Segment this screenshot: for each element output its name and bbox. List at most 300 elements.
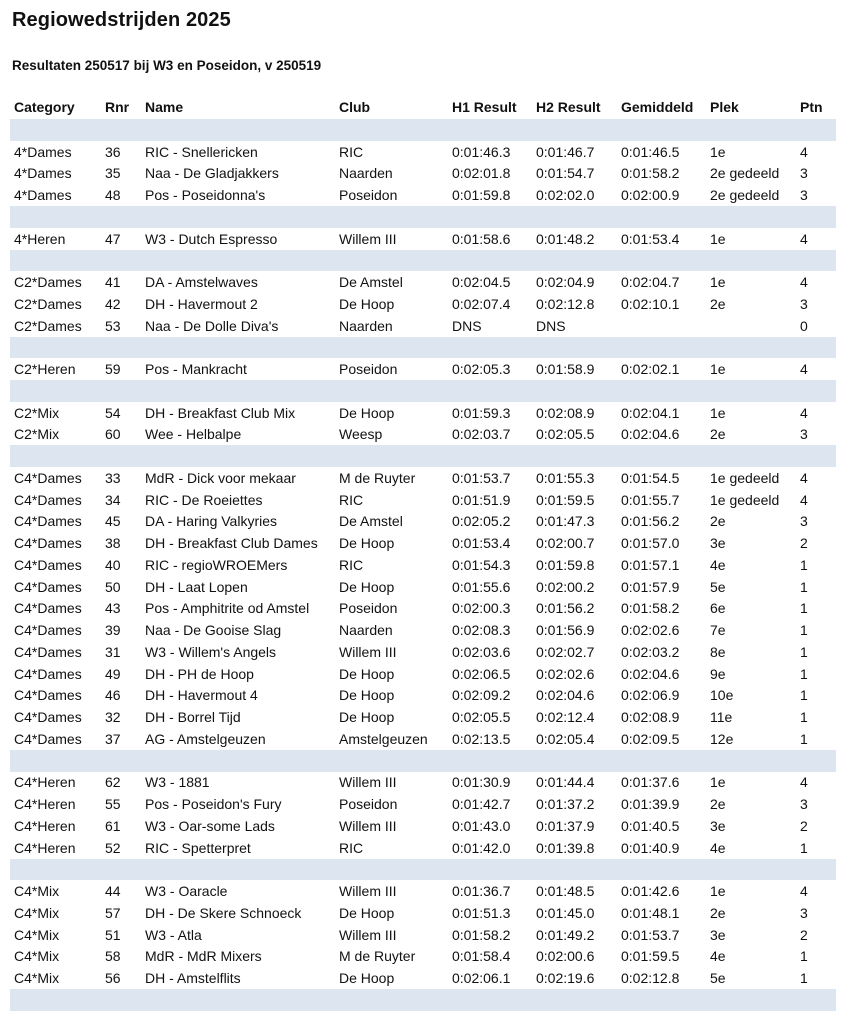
cell-ptn: 1 <box>800 665 808 682</box>
cell-h2-result: 0:02:00.2 <box>536 578 595 595</box>
cell-ptn: 1 <box>800 600 808 617</box>
cell-h1-result: 0:01:53.4 <box>452 535 511 552</box>
cell-plek: 1e <box>710 404 726 421</box>
cell-rnr: 62 <box>105 774 121 791</box>
cell-category: 4*Dames <box>14 143 72 160</box>
header-category: Category <box>14 99 75 115</box>
cell-plek: 1e <box>710 230 726 247</box>
group-separator <box>10 445 836 467</box>
table-row <box>10 271 836 293</box>
cell-name: Pos - Mankracht <box>145 361 247 378</box>
cell-h1-result: 0:02:08.3 <box>452 622 511 639</box>
cell-name: W3 - 1881 <box>145 774 210 791</box>
cell-category: C4*Heren <box>14 774 76 791</box>
header-club: Club <box>339 99 371 115</box>
cell-category: C4*Mix <box>14 970 60 987</box>
cell-h2-result: 0:02:19.6 <box>536 970 595 987</box>
cell-h2-result: 0:02:02.7 <box>536 643 595 660</box>
cell-category: C4*Dames <box>14 600 82 617</box>
cell-gemiddeld: 0:02:04.7 <box>621 274 680 291</box>
cell-ptn: 1 <box>800 948 808 965</box>
cell-category: C4*Dames <box>14 535 82 552</box>
group-separator <box>10 337 836 359</box>
cell-ptn: 4 <box>800 143 808 160</box>
table-row <box>10 706 836 728</box>
cell-category: C4*Heren <box>14 796 76 813</box>
cell-h1-result: 0:01:30.9 <box>452 774 511 791</box>
cell-h1-result: 0:02:05.5 <box>452 709 511 726</box>
cell-gemiddeld: 0:02:10.1 <box>621 295 680 312</box>
table-row <box>10 163 836 185</box>
cell-name: W3 - Atla <box>145 926 202 943</box>
cell-gemiddeld: 0:01:54.5 <box>621 469 680 486</box>
table-row <box>10 228 836 250</box>
cell-plek: 1e gedeeld <box>710 469 780 486</box>
cell-category: 4*Dames <box>14 187 72 204</box>
cell-name: DA - Amstelwaves <box>145 274 258 291</box>
cell-h1-result: 0:01:46.3 <box>452 143 511 160</box>
cell-category: C2*Dames <box>14 317 82 334</box>
cell-club: M de Ruyter <box>339 948 416 965</box>
cell-club: Willem III <box>339 230 397 247</box>
cell-category: C4*Dames <box>14 513 82 530</box>
header-gemiddeld: Gemiddeld <box>621 99 694 115</box>
cell-club: De Amstel <box>339 274 403 291</box>
cell-h2-result: 0:02:05.4 <box>536 730 595 747</box>
cell-h2-result: 0:02:12.4 <box>536 709 595 726</box>
cell-club: RIC <box>339 839 364 856</box>
cell-club: De Hoop <box>339 295 395 312</box>
cell-ptn: 1 <box>800 839 808 856</box>
table-row <box>10 184 836 206</box>
table-row <box>10 511 836 533</box>
table-row <box>10 880 836 902</box>
cell-h1-result: 0:01:43.0 <box>452 817 511 834</box>
cell-gemiddeld: 0:01:55.7 <box>621 491 680 508</box>
cell-ptn: 1 <box>800 730 808 747</box>
cell-rnr: 48 <box>105 187 121 204</box>
cell-h1-result: 0:02:03.6 <box>452 643 511 660</box>
cell-ptn: 2 <box>800 817 808 834</box>
cell-h1-result: 0:01:59.3 <box>452 404 511 421</box>
table-row <box>10 489 836 511</box>
cell-gemiddeld: 0:02:02.1 <box>621 361 680 378</box>
cell-h2-result: 0:02:02.6 <box>536 665 595 682</box>
cell-ptn: 1 <box>800 643 808 660</box>
cell-h1-result: 0:01:54.3 <box>452 556 511 573</box>
cell-rnr: 38 <box>105 535 121 552</box>
cell-h2-result: 0:01:37.2 <box>536 796 595 813</box>
cell-plek: 2e <box>710 513 726 530</box>
table-row <box>10 619 836 641</box>
cell-gemiddeld: 0:02:06.9 <box>621 687 680 704</box>
cell-rnr: 45 <box>105 513 121 530</box>
cell-category: 4*Dames <box>14 165 72 182</box>
cell-gemiddeld: 0:01:53.7 <box>621 926 680 943</box>
cell-ptn: 0 <box>800 317 808 334</box>
cell-category: C4*Dames <box>14 665 82 682</box>
cell-plek: 2e <box>710 904 726 921</box>
cell-club: Poseidon <box>339 361 398 378</box>
table-row <box>10 424 836 446</box>
cell-h1-result: 0:02:05.3 <box>452 361 511 378</box>
cell-h2-result: 0:01:48.2 <box>536 230 595 247</box>
cell-plek: 7e <box>710 622 726 639</box>
cell-category: C4*Mix <box>14 926 60 943</box>
cell-category: C4*Heren <box>14 817 76 834</box>
cell-plek: 6e <box>710 600 726 617</box>
cell-plek: 2e gedeeld <box>710 165 780 182</box>
cell-gemiddeld: 0:02:04.6 <box>621 665 680 682</box>
cell-ptn: 4 <box>800 491 808 508</box>
cell-club: Willem III <box>339 817 397 834</box>
cell-rnr: 59 <box>105 361 121 378</box>
cell-name: DH - Havermout 4 <box>145 687 258 704</box>
cell-ptn: 1 <box>800 687 808 704</box>
cell-rnr: 49 <box>105 665 121 682</box>
cell-category: C4*Heren <box>14 839 76 856</box>
cell-name: RIC - Spetterpret <box>145 839 251 856</box>
group-separator <box>10 119 836 141</box>
cell-gemiddeld: 0:02:03.2 <box>621 643 680 660</box>
cell-club: Naarden <box>339 317 393 334</box>
table-row <box>10 532 836 554</box>
cell-name: DH - Breakfast Club Mix <box>145 404 296 421</box>
cell-name: Wee - Helbalpe <box>145 426 242 443</box>
cell-gemiddeld: 0:01:58.2 <box>621 600 680 617</box>
cell-ptn: 4 <box>800 274 808 291</box>
cell-h1-result: 0:02:05.2 <box>452 513 511 530</box>
cell-category: C2*Mix <box>14 404 60 421</box>
cell-club: Amstelgeuzen <box>339 730 428 747</box>
cell-h1-result: 0:01:36.7 <box>452 883 511 900</box>
table-row <box>10 728 836 750</box>
cell-club: De Hoop <box>339 535 395 552</box>
table-row <box>10 815 836 837</box>
cell-plek: 9e <box>710 665 726 682</box>
cell-ptn: 3 <box>800 796 808 813</box>
cell-gemiddeld: 0:02:04.6 <box>621 426 680 443</box>
cell-plek: 1e <box>710 361 726 378</box>
cell-plek: 3e <box>710 926 726 943</box>
cell-h1-result: 0:02:00.3 <box>452 600 511 617</box>
cell-plek: 1e <box>710 774 726 791</box>
table-row <box>10 663 836 685</box>
cell-plek: 4e <box>710 839 726 856</box>
table-row <box>10 293 836 315</box>
cell-category: C4*Dames <box>14 730 82 747</box>
group-separator <box>10 206 836 228</box>
cell-category: C4*Mix <box>14 948 60 965</box>
cell-name: RIC - De Roeiettes <box>145 491 263 508</box>
cell-h1-result: 0:02:09.2 <box>452 687 511 704</box>
cell-gemiddeld: 0:01:59.5 <box>621 948 680 965</box>
cell-category: C4*Dames <box>14 491 82 508</box>
group-separator <box>10 380 836 402</box>
cell-ptn: 4 <box>800 883 808 900</box>
cell-club: RIC <box>339 556 364 573</box>
cell-plek: 5e <box>710 578 726 595</box>
cell-plek: 2e <box>710 295 726 312</box>
cell-plek: 5e <box>710 970 726 987</box>
table-body <box>10 119 836 1011</box>
cell-name: W3 - Willem's Angels <box>145 643 277 660</box>
cell-gemiddeld: 0:01:42.6 <box>621 883 680 900</box>
cell-club: Poseidon <box>339 187 398 204</box>
header-ptn: Ptn <box>800 99 823 115</box>
cell-ptn: 4 <box>800 361 808 378</box>
cell-name: MdR - MdR Mixers <box>145 948 262 965</box>
cell-h2-result: 0:01:37.9 <box>536 817 595 834</box>
cell-h2-result: 0:01:44.4 <box>536 774 595 791</box>
cell-club: De Amstel <box>339 513 403 530</box>
cell-h1-result: DNS <box>452 317 482 334</box>
cell-rnr: 33 <box>105 469 121 486</box>
cell-rnr: 42 <box>105 295 121 312</box>
page-subtitle: Resultaten 250517 bij W3 en Poseidon, v 250519 <box>12 58 322 73</box>
cell-rnr: 34 <box>105 491 121 508</box>
group-separator <box>10 989 836 1011</box>
cell-plek: 1e <box>710 143 726 160</box>
cell-rnr: 31 <box>105 643 121 660</box>
header-h1-result: H1 Result <box>452 99 517 115</box>
cell-h2-result: 0:02:08.9 <box>536 404 595 421</box>
cell-name: DH - Borrel Tijd <box>145 709 241 726</box>
cell-h2-result: DNS <box>536 317 566 334</box>
cell-gemiddeld: 0:01:40.9 <box>621 839 680 856</box>
cell-name: AG - Amstelgeuzen <box>145 730 266 747</box>
cell-h2-result: 0:02:02.0 <box>536 187 595 204</box>
cell-h2-result: 0:01:49.2 <box>536 926 595 943</box>
cell-h1-result: 0:02:01.8 <box>452 165 511 182</box>
cell-ptn: 3 <box>800 426 808 443</box>
cell-h2-result: 0:01:47.3 <box>536 513 595 530</box>
cell-rnr: 44 <box>105 883 121 900</box>
cell-h1-result: 0:02:03.7 <box>452 426 511 443</box>
cell-plek: 2e gedeeld <box>710 187 780 204</box>
table-row <box>10 358 836 380</box>
cell-h2-result: 0:02:12.8 <box>536 295 595 312</box>
table-row <box>10 967 836 989</box>
cell-ptn: 1 <box>800 709 808 726</box>
cell-category: C4*Dames <box>14 622 82 639</box>
cell-ptn: 3 <box>800 165 808 182</box>
cell-h2-result: 0:01:56.9 <box>536 622 595 639</box>
cell-name: Pos - Poseidon's Fury <box>145 796 282 813</box>
cell-club: Naarden <box>339 165 393 182</box>
cell-plek: 1e <box>710 883 726 900</box>
cell-h2-result: 0:01:59.5 <box>536 491 595 508</box>
cell-h2-result: 0:01:58.9 <box>536 361 595 378</box>
cell-club: Willem III <box>339 883 397 900</box>
cell-gemiddeld: 0:01:53.4 <box>621 230 680 247</box>
table-row <box>10 902 836 924</box>
cell-gemiddeld: 0:01:58.2 <box>621 165 680 182</box>
cell-ptn: 3 <box>800 513 808 530</box>
cell-category: C2*Heren <box>14 361 76 378</box>
cell-name: DH - PH de Hoop <box>145 665 254 682</box>
cell-ptn: 4 <box>800 404 808 421</box>
table-row <box>10 641 836 663</box>
cell-category: C4*Mix <box>14 904 60 921</box>
table-row <box>10 793 836 815</box>
table-row <box>10 598 836 620</box>
cell-club: RIC <box>339 491 364 508</box>
header-plek: Plek <box>710 99 739 115</box>
cell-category: 4*Heren <box>14 230 66 247</box>
table-row <box>10 467 836 489</box>
group-separator <box>10 250 836 272</box>
cell-club: De Hoop <box>339 404 395 421</box>
cell-category: C4*Dames <box>14 643 82 660</box>
cell-category: C2*Dames <box>14 274 82 291</box>
header-h2-result: H2 Result <box>536 99 601 115</box>
cell-rnr: 47 <box>105 230 121 247</box>
cell-name: Naa - De Gooise Slag <box>145 622 282 639</box>
cell-category: C4*Dames <box>14 687 82 704</box>
table-row <box>10 141 836 163</box>
cell-category: C4*Dames <box>14 709 82 726</box>
cell-gemiddeld: 0:02:09.5 <box>621 730 680 747</box>
cell-ptn: 4 <box>800 230 808 247</box>
cell-name: Pos - Poseidonna's <box>145 187 266 204</box>
cell-gemiddeld: 0:01:39.9 <box>621 796 680 813</box>
cell-rnr: 40 <box>105 556 121 573</box>
cell-name: DH - Laat Lopen <box>145 578 248 595</box>
table-header <box>10 95 836 119</box>
cell-h2-result: 0:01:45.0 <box>536 904 595 921</box>
cell-gemiddeld: 0:01:57.0 <box>621 535 680 552</box>
cell-name: Naa - De Dolle Diva's <box>145 317 279 334</box>
cell-h1-result: 0:01:53.7 <box>452 469 511 486</box>
table-row <box>10 685 836 707</box>
cell-h2-result: 0:01:46.7 <box>536 143 595 160</box>
cell-gemiddeld: 0:02:00.9 <box>621 187 680 204</box>
cell-h1-result: 0:02:07.4 <box>452 295 511 312</box>
cell-gemiddeld: 0:01:57.1 <box>621 556 680 573</box>
cell-ptn: 3 <box>800 295 808 312</box>
cell-h2-result: 0:02:00.7 <box>536 535 595 552</box>
cell-rnr: 60 <box>105 426 121 443</box>
cell-name: Pos - Amphitrite od Amstel <box>145 600 310 617</box>
cell-h1-result: 0:02:04.5 <box>452 274 511 291</box>
cell-gemiddeld: 0:01:46.5 <box>621 143 680 160</box>
cell-club: De Hoop <box>339 709 395 726</box>
cell-h2-result: 0:01:59.8 <box>536 556 595 573</box>
cell-ptn: 1 <box>800 578 808 595</box>
cell-rnr: 56 <box>105 970 121 987</box>
cell-h1-result: 0:01:42.7 <box>452 796 511 813</box>
cell-h2-result: 0:01:39.8 <box>536 839 595 856</box>
table-row <box>10 946 836 968</box>
cell-name: W3 - Oaracle <box>145 883 228 900</box>
header-rnr: Rnr <box>105 99 130 115</box>
table-row <box>10 576 836 598</box>
cell-name: RIC - regioWROEMers <box>145 556 288 573</box>
cell-h2-result: 0:01:54.7 <box>536 165 595 182</box>
cell-h1-result: 0:01:55.6 <box>452 578 511 595</box>
cell-rnr: 39 <box>105 622 121 639</box>
cell-ptn: 4 <box>800 469 808 486</box>
cell-rnr: 53 <box>105 317 121 334</box>
cell-ptn: 1 <box>800 970 808 987</box>
cell-club: Weesp <box>339 426 383 443</box>
group-separator <box>10 859 836 881</box>
cell-h2-result: 0:01:55.3 <box>536 469 595 486</box>
cell-gemiddeld: 0:01:56.2 <box>621 513 680 530</box>
cell-category: C4*Mix <box>14 883 60 900</box>
cell-plek: 2e <box>710 426 726 443</box>
cell-plek: 10e <box>710 687 734 704</box>
cell-category: C4*Dames <box>14 578 82 595</box>
cell-h1-result: 0:01:51.9 <box>452 491 511 508</box>
cell-ptn: 4 <box>800 774 808 791</box>
cell-name: DH - Havermout 2 <box>145 295 258 312</box>
cell-plek: 3e <box>710 817 726 834</box>
cell-ptn: 1 <box>800 556 808 573</box>
cell-h2-result: 0:02:00.6 <box>536 948 595 965</box>
cell-h1-result: 0:01:59.8 <box>452 187 511 204</box>
cell-plek: 4e <box>710 948 726 965</box>
cell-category: C2*Dames <box>14 295 82 312</box>
results-table <box>10 95 836 1011</box>
cell-plek: 1e gedeeld <box>710 491 780 508</box>
cell-h1-result: 0:02:06.1 <box>452 970 511 987</box>
cell-name: DH - De Skere Schnoeck <box>145 904 302 921</box>
cell-club: De Hoop <box>339 578 395 595</box>
cell-club: De Hoop <box>339 687 395 704</box>
cell-gemiddeld: 0:02:04.1 <box>621 404 680 421</box>
cell-club: Poseidon <box>339 796 398 813</box>
cell-club: Willem III <box>339 774 397 791</box>
cell-category: C4*Dames <box>14 556 82 573</box>
cell-h1-result: 0:02:06.5 <box>452 665 511 682</box>
cell-category: C4*Dames <box>14 469 82 486</box>
cell-h2-result: 0:02:05.5 <box>536 426 595 443</box>
cell-club: M de Ruyter <box>339 469 416 486</box>
cell-rnr: 54 <box>105 404 121 421</box>
cell-rnr: 52 <box>105 839 121 856</box>
cell-rnr: 57 <box>105 904 121 921</box>
header-name: Name <box>145 99 184 115</box>
cell-club: De Hoop <box>339 904 395 921</box>
cell-name: RIC - Snellericken <box>145 143 258 160</box>
table-row <box>10 837 836 859</box>
cell-plek: 11e <box>710 709 733 726</box>
cell-category: C2*Mix <box>14 426 60 443</box>
cell-h1-result: 0:01:58.2 <box>452 926 511 943</box>
cell-club: Willem III <box>339 643 397 660</box>
cell-ptn: 2 <box>800 535 808 552</box>
table-row <box>10 554 836 576</box>
cell-plek: 3e <box>710 535 726 552</box>
cell-name: DH - Amstelflits <box>145 970 241 987</box>
cell-club: De Hoop <box>339 665 395 682</box>
table-row <box>10 402 836 424</box>
cell-gemiddeld: 0:02:08.9 <box>621 709 680 726</box>
cell-name: W3 - Oar-some Lads <box>145 817 275 834</box>
cell-ptn: 3 <box>800 187 808 204</box>
cell-plek: 8e <box>710 643 726 660</box>
cell-h1-result: 0:01:58.4 <box>452 948 511 965</box>
cell-plek: 1e <box>710 274 726 291</box>
cell-rnr: 50 <box>105 578 121 595</box>
cell-rnr: 58 <box>105 948 121 965</box>
cell-name: Naa - De Gladjakkers <box>145 165 279 182</box>
cell-h2-result: 0:01:56.2 <box>536 600 595 617</box>
cell-club: De Hoop <box>339 970 395 987</box>
table-row <box>10 924 836 946</box>
